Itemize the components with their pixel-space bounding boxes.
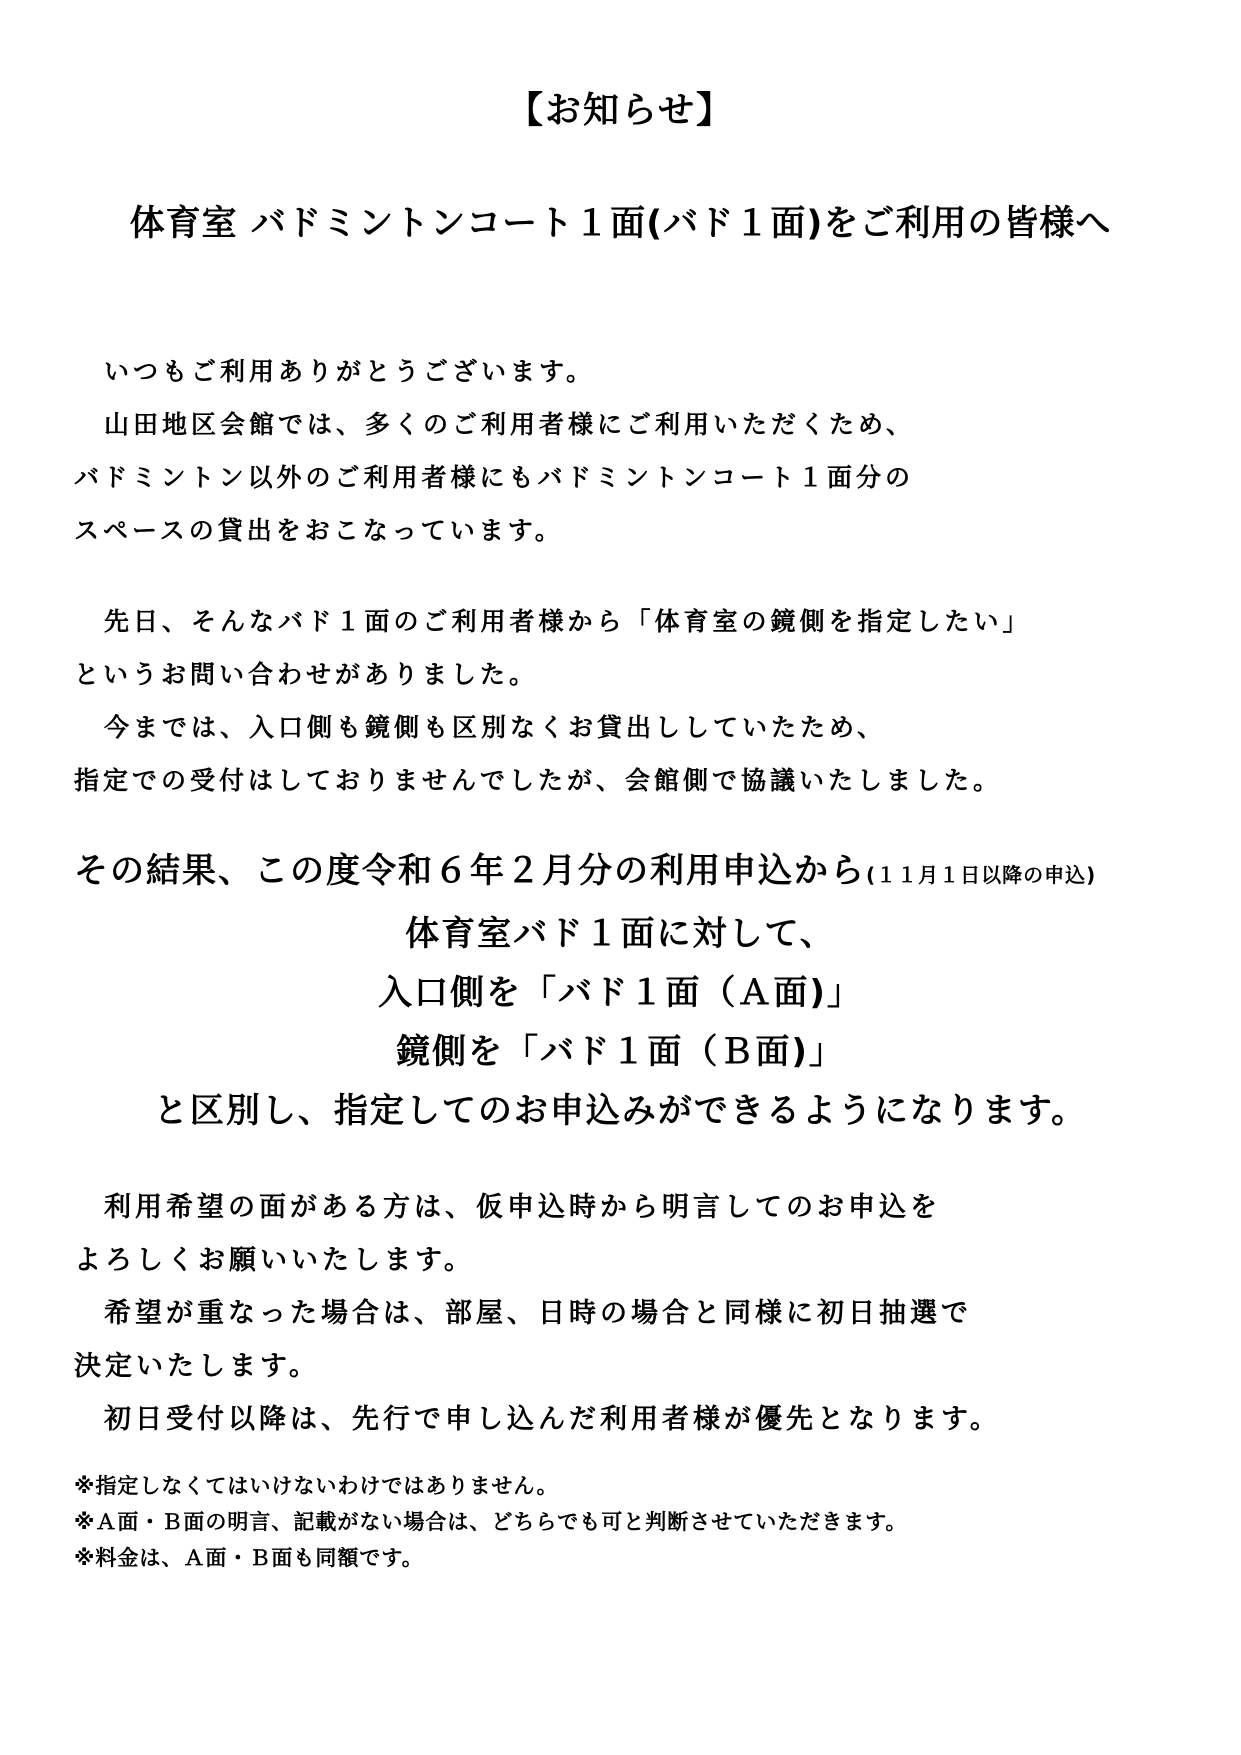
result-line-text: その結果、この度令和６年２月分の利用申込から: [74, 851, 866, 891]
result-line: と区別し、指定してのお申込みができるようになります。: [153, 1091, 1088, 1131]
notice-title: 【お知らせ】: [507, 90, 734, 131]
intro-line: バドミントン以外のご利用者様にもバドミントンコート１面分の: [74, 463, 915, 492]
result-line: 鏡側を「バド１面（Ｂ面)」: [396, 1032, 845, 1072]
intro-line: 山田地区会館では、多くのご利用者様にご利用いただくため、: [104, 410, 916, 439]
intro-line: いつもご利用ありがとうございます。: [104, 357, 596, 386]
result-line: 体育室バド１面に対して、: [405, 914, 836, 954]
inquiry-line: 指定での受付はしておりませんでしたが、会館側で協議いたしました。: [74, 766, 1003, 795]
notes-section: [74, 1468, 908, 1576]
note-line: ※料金は、Ａ面・Ｂ面も同額です。: [74, 1546, 424, 1570]
intro-line: スペースの貸出をおこなっています。: [74, 516, 564, 545]
result-date-note: (１１月１日以降の申込): [866, 863, 1097, 887]
intro-paragraph: [74, 345, 1174, 557]
inquiry-paragraph: [74, 595, 1174, 807]
request-line: よろしくお願いいたします。: [74, 1245, 475, 1276]
inquiry-line: 先日、そんなバド１面のご利用者様から「体育室の鏡側を指定したい」: [104, 607, 1032, 636]
result-announcement: [0, 842, 1241, 1141]
note-line: ※Ａ面・Ｂ面の明言、記載がない場合は、どちらでも可と判断させていただきます。: [74, 1510, 908, 1534]
note-line: ※指定しなくてはいけないわけではありません。: [74, 1474, 559, 1498]
notice-subtitle: 体育室 バドミントンコート１面(バド１面)をご利用の皆様へ: [129, 204, 1112, 244]
request-line: 初日受付以降は、先行で申し込んだ利用者様が優先となります。: [104, 1404, 1001, 1435]
inquiry-line: 今までは、入口側も鏡側も区別なくお貸出ししていたため、: [104, 713, 887, 742]
request-paragraph: [74, 1181, 1174, 1446]
result-line: 入口側を「バド１面（Ａ面)」: [378, 973, 863, 1013]
request-line: 利用希望の面がある方は、仮申込時から明言してのお申込を: [104, 1192, 941, 1223]
request-line: 決定いたします。: [74, 1351, 320, 1382]
request-line: 希望が重なった場合は、部屋、日時の場合と同様に初日抽選で: [104, 1298, 972, 1329]
inquiry-line: というお問い合わせがありました。: [74, 660, 539, 689]
result-line: [0, 842, 1241, 905]
